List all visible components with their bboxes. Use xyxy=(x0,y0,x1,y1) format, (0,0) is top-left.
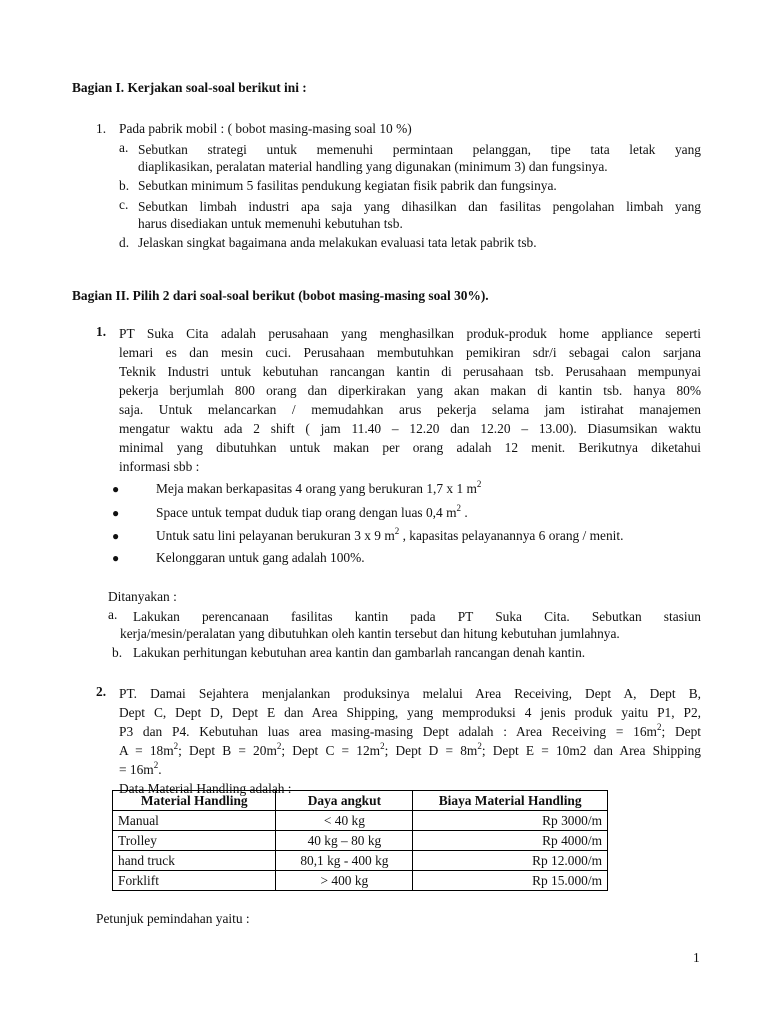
bullet-3-text: Untuk satu lini pelayanan berukuran 3 x 9 m xyxy=(156,528,395,543)
bullet-2-end: . xyxy=(460,505,468,520)
l3-text: P3 dan P4. Kebutuhan luas area masing-masing Dept adalah : Area Receiving = 16m xyxy=(119,724,657,739)
p2-q1-line: informasi sbb : xyxy=(119,459,200,474)
p1-q1-item-a-line1: Sebutkan strategi untuk memenuhi permintaan pelanggan, tipe tata letak yang xyxy=(138,142,701,157)
table-header-row xyxy=(113,791,608,811)
material-handling-table xyxy=(112,790,608,891)
table-row xyxy=(113,831,608,851)
table-row xyxy=(113,871,608,891)
p2-q1-bullet-2 xyxy=(156,502,468,521)
table-header-cell: Daya angkut xyxy=(276,791,413,811)
table-cell: > 400 kg xyxy=(276,871,413,891)
part2-heading: Bagian II. Pilih 2 dari soal-soal berikut (bobot masing-masing soal 30%). xyxy=(72,288,489,303)
l4-sup: 2 xyxy=(276,740,282,751)
p2-q1-line: Teknik Industri untuk kebutuhan rancangan kantin di perusahaan tsb. Perusahaan mempunyai xyxy=(119,364,701,379)
bullet-dot-icon: ● xyxy=(112,482,120,496)
p2-q2-petunjuk: Petunjuk pemindahan yaitu : xyxy=(96,911,250,926)
l4-b: ; Dept B = 20m xyxy=(178,743,277,758)
bullet-1-sup: 2 xyxy=(476,478,482,489)
p2-q2-line3 xyxy=(119,722,701,741)
bullet-3-end: , kapasitas pelayanannya 6 orang / menit. xyxy=(399,528,624,543)
p1-q1-item-d-label: d. xyxy=(119,235,130,250)
bullet-dot-icon: ● xyxy=(112,506,120,520)
bullet-1-text: Meja makan berkapasitas 4 orang yang berukuran 1,7 x 1 m xyxy=(156,481,477,496)
part1-heading: Bagian I. Kerjakan soal-soal berikut ini : xyxy=(72,80,307,95)
p2-q1-bullet-4: Kelonggaran untuk gang adalah 100%. xyxy=(156,550,365,565)
p1-q1-text: Pada pabrik mobil : ( bobot masing-masing soal 10 %) xyxy=(119,121,412,136)
table-cell: 80,1 kg - 400 kg xyxy=(276,851,413,871)
table-cell: Forklift xyxy=(113,871,276,891)
p2-q2-line5 xyxy=(119,760,701,779)
table-cell: 40 kg – 80 kg xyxy=(276,831,413,851)
bullet-2-sup: 2 xyxy=(456,502,461,513)
p2-q2-line1: PT. Damai Sejahtera menjalankan produksinya melalui Area Receiving, Dept A, Dept B, xyxy=(119,686,701,701)
l4-d: ; Dept D = 8m xyxy=(384,743,478,758)
l4-e: ; Dept E = 10m2 dan Area Shipping xyxy=(481,743,701,758)
bullet-3-sup: 2 xyxy=(394,525,400,536)
l4-sup: 2 xyxy=(477,740,482,751)
p2-q1-qa-line1: Lakukan perencanaan fasilitas kantin pada PT Suka Cita. Sebutkan stasiun xyxy=(133,609,701,624)
p2-q2-paragraph xyxy=(119,684,701,798)
bullet-dot-icon: ● xyxy=(112,551,120,565)
l4-c: ; Dept C = 12m xyxy=(281,743,381,758)
p1-q1-number: 1. xyxy=(96,121,107,136)
table-cell: < 40 kg xyxy=(276,811,413,831)
p2-q1-bullet-1 xyxy=(156,478,482,497)
p2-q1-qa-label: a. xyxy=(108,607,118,622)
table-row xyxy=(113,851,608,871)
p2-q1-line: lemari es dan mesin cuci. Perusahaan membutuhkan pemikiran sdr/i sebagai calon sarjana xyxy=(119,345,701,360)
p2-q1-qa-line2: kerja/mesin/peralatan yang dibutuhkan oleh kantin tersebut dan hitung kebutuhan jumlahnya. xyxy=(120,626,620,641)
l5-end: . xyxy=(158,762,162,777)
p1-q1-item-d-line1: Jelaskan singkat bagaimana anda melakukan evaluasi tata letak pabrik tsb. xyxy=(138,235,537,250)
table-header-cell: Material Handling xyxy=(113,791,276,811)
l3-end: ; Dept xyxy=(661,724,701,739)
p1-q1-item-a-label: a. xyxy=(119,140,129,155)
p2-q1-ditanyakan: Ditanyakan : xyxy=(108,589,177,604)
p2-q1-number: 1. xyxy=(96,324,107,339)
p1-q1-item-c-line2: harus disediakan untuk memenuhi kebutuhan tsb. xyxy=(138,216,403,231)
table-cell: Rp 4000/m xyxy=(413,831,608,851)
l5-sup: 2 xyxy=(153,759,159,770)
l3-sup: 2 xyxy=(656,721,662,732)
bullet-dot-icon: ● xyxy=(112,529,120,543)
p2-q2-number: 2. xyxy=(96,684,107,699)
table-header-cell: Biaya Material Handling xyxy=(413,791,608,811)
table-cell: Rp 15.000/m xyxy=(413,871,608,891)
p2-q1-qb-text: Lakukan perhitungan kebutuhan area kantin dan gambarlah rancangan denah kantin. xyxy=(133,645,586,660)
p1-q1-item-a-line2: diaplikasikan, peralatan material handling yang digunakan (minimum 3) dan fungsinya. xyxy=(138,159,608,174)
p1-q1-item-b-line1: Sebutkan minimum 5 fasilitas pendukung kegiatan fisik pabrik dan fungsinya. xyxy=(138,178,557,193)
p2-q2-line4 xyxy=(119,741,701,760)
l5-text: = 16m xyxy=(119,762,154,777)
p1-q1-item-c-line1: Sebutkan limbah industri apa saja yang dihasilkan dan fasilitas pengolahan limbah yang xyxy=(138,199,701,214)
l4-sup: 2 xyxy=(380,740,385,751)
p1-q1-item-c-label: c. xyxy=(119,197,129,212)
p1-q1-item-b-label: b. xyxy=(119,178,130,193)
table-cell: Manual xyxy=(113,811,276,831)
p2-q1-qb-label: b. xyxy=(112,645,123,660)
table-cell: hand truck xyxy=(113,851,276,871)
l4-sup: 2 xyxy=(173,740,179,751)
p2-q2-line2: Dept C, Dept D, Dept E dan Area Shipping, yang memproduksi 4 jenis produk yaitu P1, P2, xyxy=(119,705,701,720)
p2-q1-line: mengatur waktu ada 2 shift ( jam 11.40 – 12.20 dan 12.20 – 13.00). Diasumsikan waktu xyxy=(119,421,701,436)
p2-q1-line: PT Suka Cita adalah perusahaan yang menghasilkan produk-produk home appliance seperti xyxy=(119,326,701,341)
l4-a: A = 18m xyxy=(119,743,174,758)
page-number: 1 xyxy=(693,950,700,965)
p2-q1-bullet-3 xyxy=(156,525,624,544)
bullet-2-text: Space untuk tempat duduk tiap orang dengan luas 0,4 m xyxy=(156,505,457,520)
table-cell: Rp 3000/m xyxy=(413,811,608,831)
p2-q1-line: pekerja berjumlah 800 orang dan diperkirakan yang akan makan di kantin tsb. hanya 80% xyxy=(119,383,701,398)
p2-q1-line: saja. Untuk melancarkan / memudahkan arus pekerja selama jam istirahat manajemen xyxy=(119,402,701,417)
table-cell: Rp 12.000/m xyxy=(413,851,608,871)
table-row xyxy=(113,811,608,831)
table-cell: Trolley xyxy=(113,831,276,851)
p2-q2-data-label: Data Material Handling adalah : xyxy=(119,781,292,796)
p2-q1-line: minimal yang dibutuhkan untuk makan per orang adalah 12 menit. Berikutnya diketahui xyxy=(119,440,701,455)
p2-q1-paragraph xyxy=(119,324,701,476)
